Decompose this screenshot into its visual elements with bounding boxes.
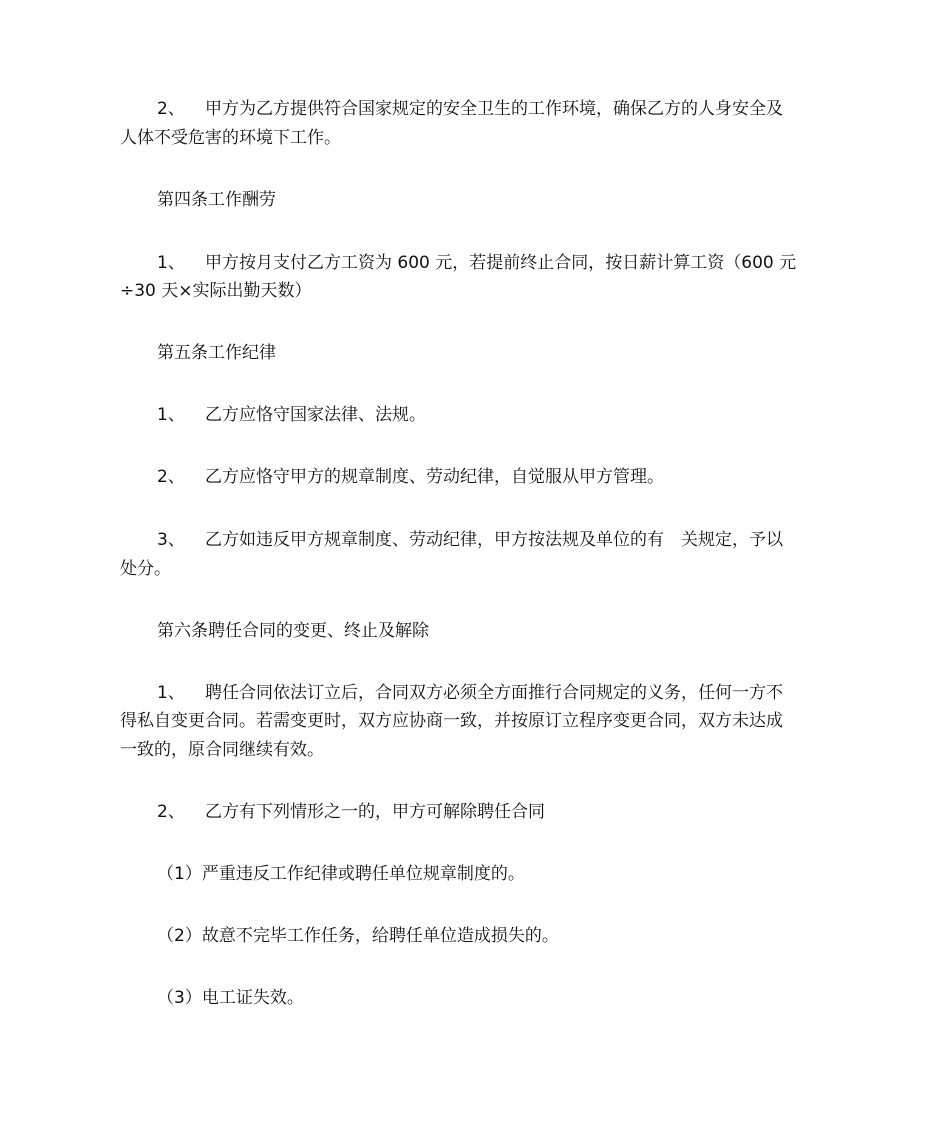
- paragraph-text: 乙方如违反甲方规章制度、劳动纪律，甲方按法规及单位的有 关规定，予以: [205, 530, 783, 550]
- item-number: 1、: [157, 683, 185, 703]
- item-number: 1、: [157, 253, 185, 273]
- paragraph-text: 人体不受危害的环境下工作。: [120, 128, 341, 148]
- list-item-text: （2）故意不完毕工作任务，给聘任单位造成损失的。: [157, 926, 559, 946]
- paragraph-text: 一致的，原合同继续有效。: [120, 740, 324, 760]
- paragraph-text: 得私自变更合同。若需变更时，双方应协商一致，并按原订立程序变更合同，双方未达成: [120, 711, 783, 731]
- paragraph-text: 甲方为乙方提供符合国家规定的安全卫生的工作环境，确保乙方的人身安全及: [205, 99, 783, 119]
- paragraph-text: ÷30 天×实际出勤天数）: [120, 281, 312, 301]
- paragraph-text: 乙方应恪守国家法律、法规。: [205, 405, 426, 425]
- section-heading-text: 第四条工作酬劳: [157, 190, 276, 210]
- paragraph-text: 乙方有下列情形之一的，甲方可解除聘任合同: [205, 802, 545, 822]
- item-number: 3、: [157, 530, 185, 550]
- list-item-text: （1）严重违反工作纪律或聘任单位规章制度的。: [157, 864, 525, 884]
- paragraph-text: 聘任合同依法订立后，合同双方必须全方面推行合同规定的义务，任何一方不: [205, 683, 783, 703]
- section-heading-text: 第五条工作纪律: [157, 343, 276, 363]
- section-heading-text: 第六条聘任合同的变更、终止及解除: [157, 621, 429, 641]
- paragraph-text: 乙方应恪守甲方的规章制度、劳动纪律，自觉服从甲方管理。: [205, 467, 664, 487]
- item-number: 2、: [157, 467, 185, 487]
- item-number: 2、: [157, 802, 185, 822]
- paragraph-text: 处分。: [120, 559, 171, 579]
- list-item-text: （3）电工证失效。: [157, 988, 304, 1008]
- item-number: 2、: [157, 99, 185, 119]
- item-number: 1、: [157, 405, 185, 425]
- paragraph-text: 甲方按月支付乙方工资为 600 元，若提前终止合同，按日薪计算工资（600 元: [205, 253, 797, 273]
